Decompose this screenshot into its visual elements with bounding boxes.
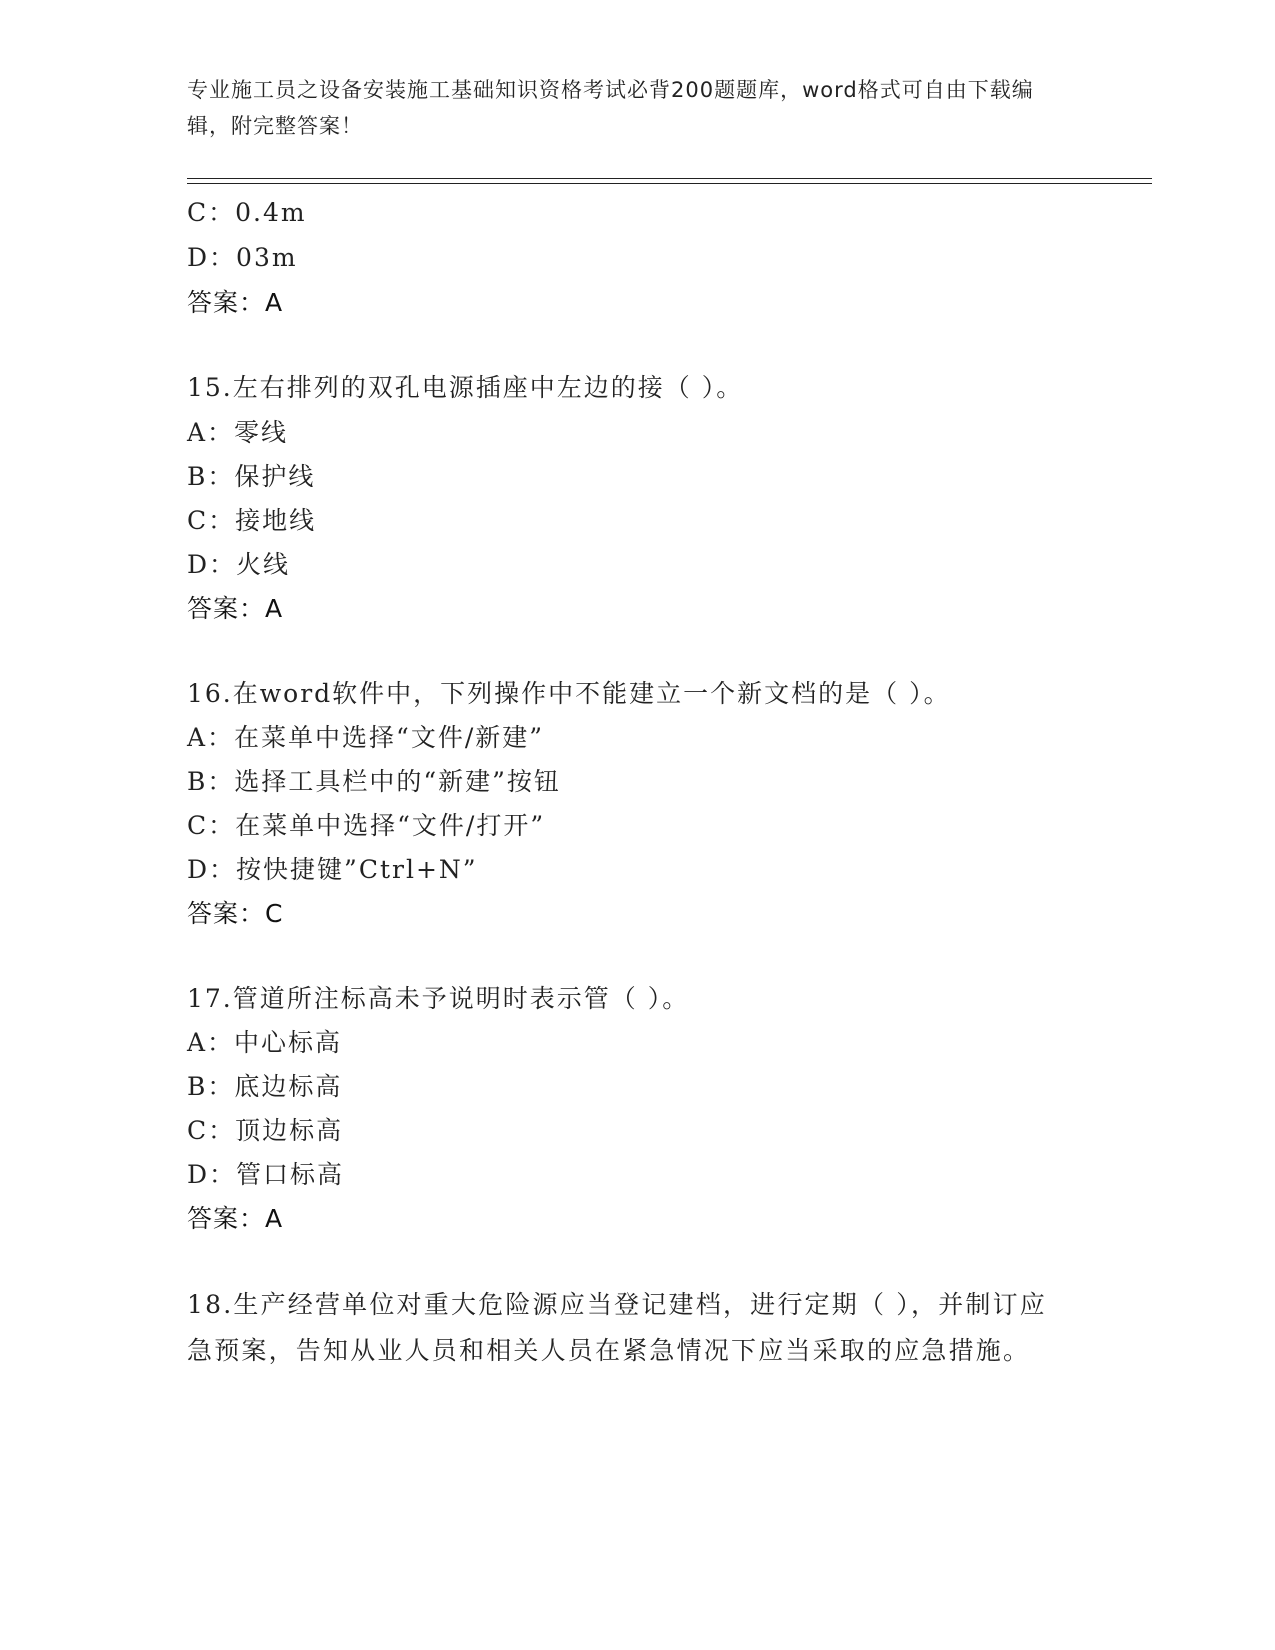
option-d: D：按快捷键”Ctrl+N” xyxy=(187,855,478,884)
option-a: A：中心标高 xyxy=(187,1028,343,1057)
option-c: C：接地线 xyxy=(187,506,317,535)
page-header: 专业施工员之设备安装施工基础知识资格考试必背200题题库，word格式可自由下载编辑，附完整答案！ xyxy=(187,78,1034,138)
option-d: D：管口标高 xyxy=(187,1160,345,1189)
option-d: D：03m xyxy=(187,243,298,272)
option-c: C：在菜单中选择“文件/打开” xyxy=(187,811,546,840)
option-a: A：零线 xyxy=(187,418,289,447)
option-d: D：火线 xyxy=(187,550,291,579)
answer-label: 答案：A xyxy=(187,1204,284,1233)
question-stem: 17.管道所注标高未予说明时表示管（ ）。 xyxy=(187,984,690,1013)
answer-label: 答案：A xyxy=(187,594,284,623)
answer-label: 答案：C xyxy=(187,899,284,928)
question-stem: 16.在word软件中，下列操作中不能建立一个新文档的是（ ）。 xyxy=(187,679,951,708)
option-c: C：0.4m xyxy=(187,198,307,227)
option-c: C：顶边标高 xyxy=(187,1116,344,1145)
option-b: B：保护线 xyxy=(187,462,316,491)
option-b: B：选择工具栏中的“新建”按钮 xyxy=(187,767,561,796)
header-divider-top xyxy=(187,178,1152,179)
answer-label: 答案：A xyxy=(187,288,284,317)
option-b: B：底边标高 xyxy=(187,1072,343,1101)
option-a: A：在菜单中选择“文件/新建” xyxy=(187,723,545,752)
header-divider-bottom xyxy=(187,183,1152,184)
question-stem: 15.左右排列的双孔电源插座中左边的接（ ）。 xyxy=(187,373,744,402)
question-stem: 18.生产经营单位对重大危险源应当登记建档，进行定期（ ），并制订应急预案，告知从业人员和相关人员在紧急情况下应当采取的应急措施。 xyxy=(187,1290,1048,1365)
